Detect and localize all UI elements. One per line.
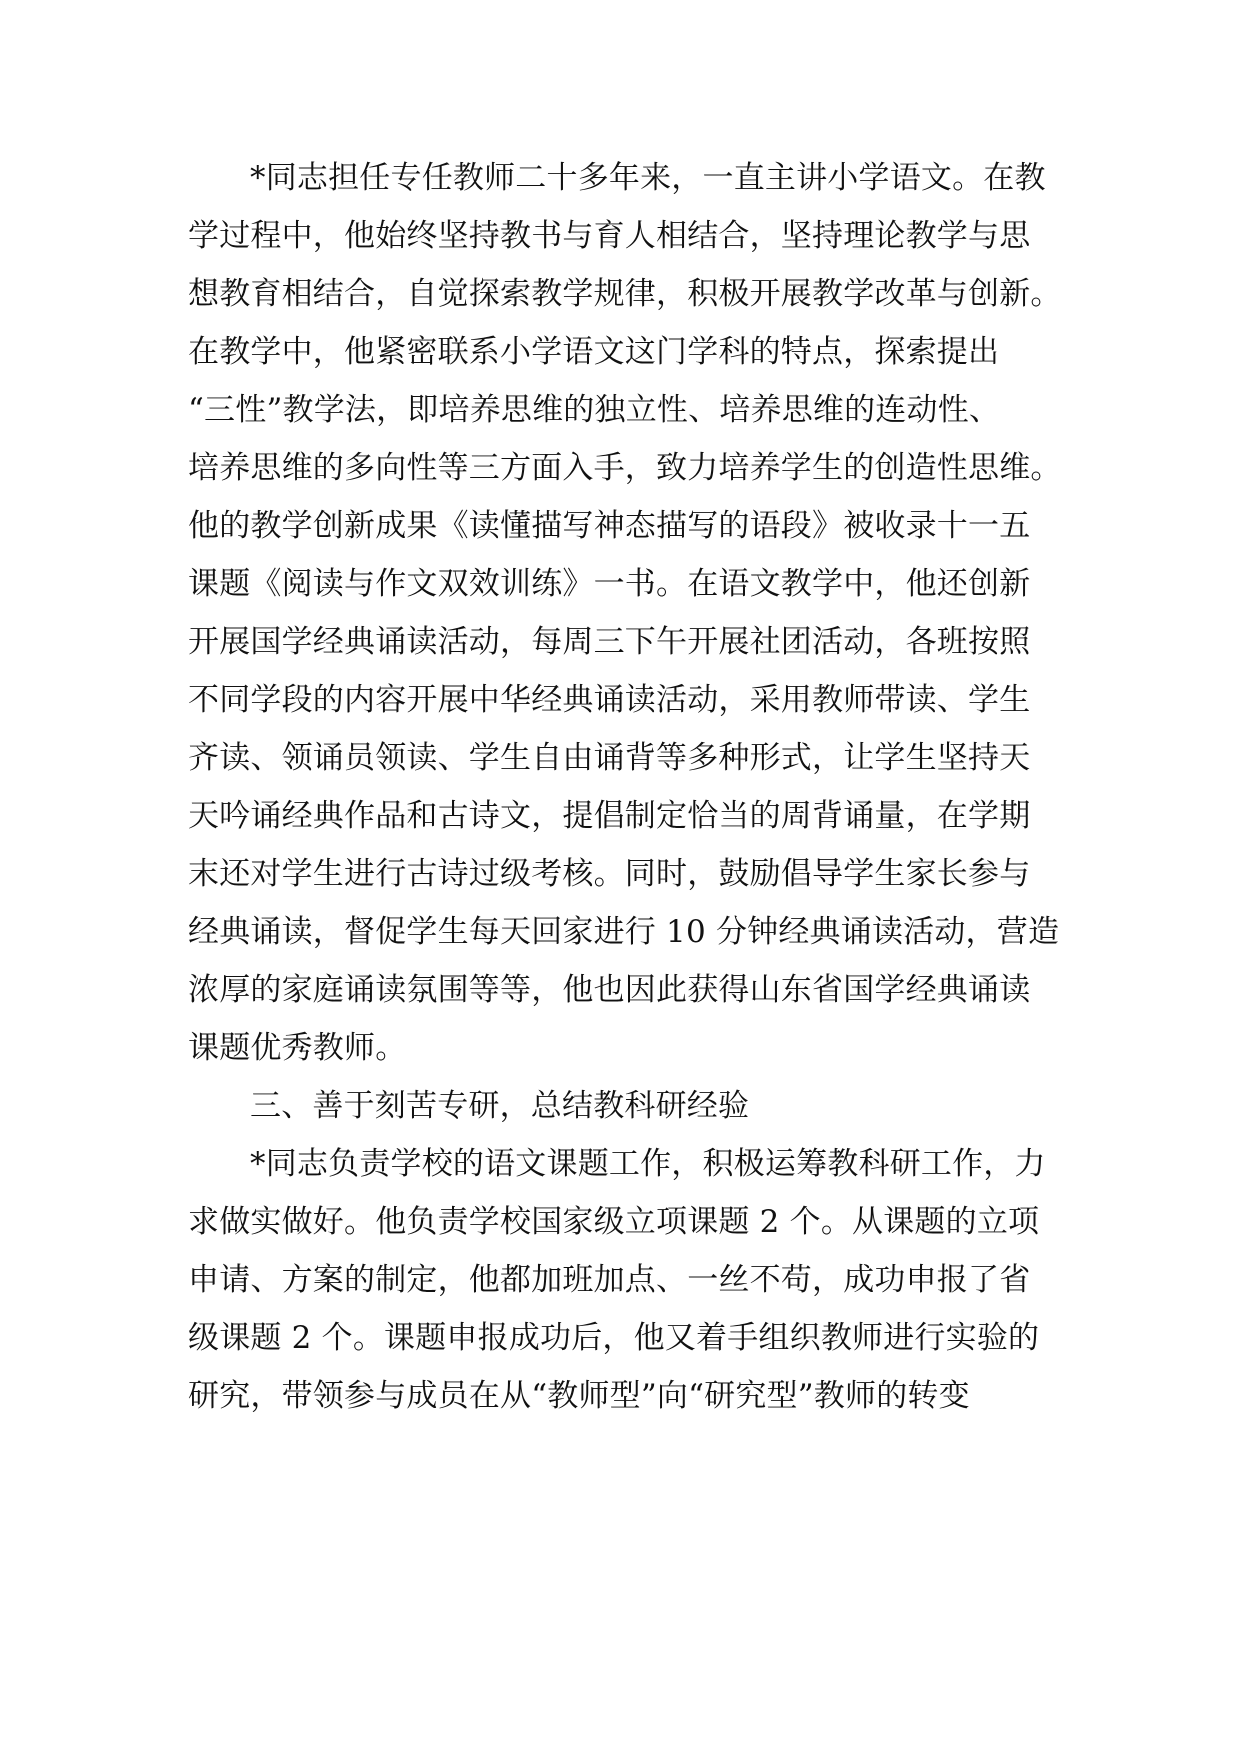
paragraph-line: 齐读、领诵员领读、学生自由诵背等多种形式，让学生坚持天 bbox=[188, 740, 1031, 776]
paragraph-line: 经典诵读，督促学生每天回家进行 10 分钟经典诵读活动，营造 bbox=[188, 914, 1060, 950]
paragraph-line: 天吟诵经典作品和古诗文，提倡制定恰当的周背诵量，在学期 bbox=[188, 798, 1031, 834]
paragraph-line: *同志负责学校的语文课题工作，积极运筹教科研工作，力 bbox=[250, 1146, 1046, 1182]
paragraph-line: 末还对学生进行古诗过级考核。同时，鼓励倡导学生家长参与 bbox=[188, 856, 1031, 892]
paragraph-line: 课题《阅读与作文双效训练》一书。在语文教学中，他还创新 bbox=[188, 566, 1031, 602]
paragraph-line: 研究，带领参与成员在从“教师型”向“研究型”教师的转变 bbox=[188, 1378, 970, 1414]
paragraph-line: 培养思维的多向性等三方面入手，致力培养学生的创造性思维。 bbox=[188, 450, 1062, 486]
paragraph-line: 课题优秀教师。 bbox=[188, 1030, 407, 1066]
paragraph-line: “三性”教学法，即培养思维的独立性、培养思维的连动性、 bbox=[188, 392, 1001, 428]
paragraph-line: 浓厚的家庭诵读氛围等等，他也因此获得山东省国学经典诵读 bbox=[188, 972, 1031, 1008]
paragraph-line: 开展国学经典诵读活动，每周三下午开展社团活动，各班按照 bbox=[188, 624, 1031, 660]
paragraph-line: 不同学段的内容开展中华经典诵读活动，采用教师带读、学生 bbox=[188, 682, 1031, 718]
paragraph-line: 求做实做好。他负责学校国家级立项课题 2 个。从课题的立项 bbox=[188, 1204, 1040, 1240]
paragraph-line: 学过程中，他始终坚持教书与育人相结合，坚持理论教学与思 bbox=[188, 218, 1031, 254]
paragraph-line: 申请、方案的制定，他都加班加点、一丝不苟，成功申报了省 bbox=[188, 1262, 1031, 1298]
paragraph-line: 他的教学创新成果《读懂描写神态描写的语段》被收录十一五 bbox=[188, 508, 1031, 544]
paragraph-line: 想教育相结合，自觉探索教学规律，积极开展教学改革与创新。 bbox=[188, 276, 1062, 312]
paragraph-line: *同志担任专任教师二十多年来，一直主讲小学语文。在教 bbox=[250, 160, 1046, 196]
paragraph-line: 级课题 2 个。课题申报成功后，他又着手组织教师进行实验的 bbox=[188, 1320, 1040, 1356]
section-heading: 三、善于刻苦专研，总结教科研经验 bbox=[250, 1088, 750, 1124]
paragraph-line: 在教学中，他紧密联系小学语文这门学科的特点，探索提出 bbox=[188, 334, 1000, 370]
